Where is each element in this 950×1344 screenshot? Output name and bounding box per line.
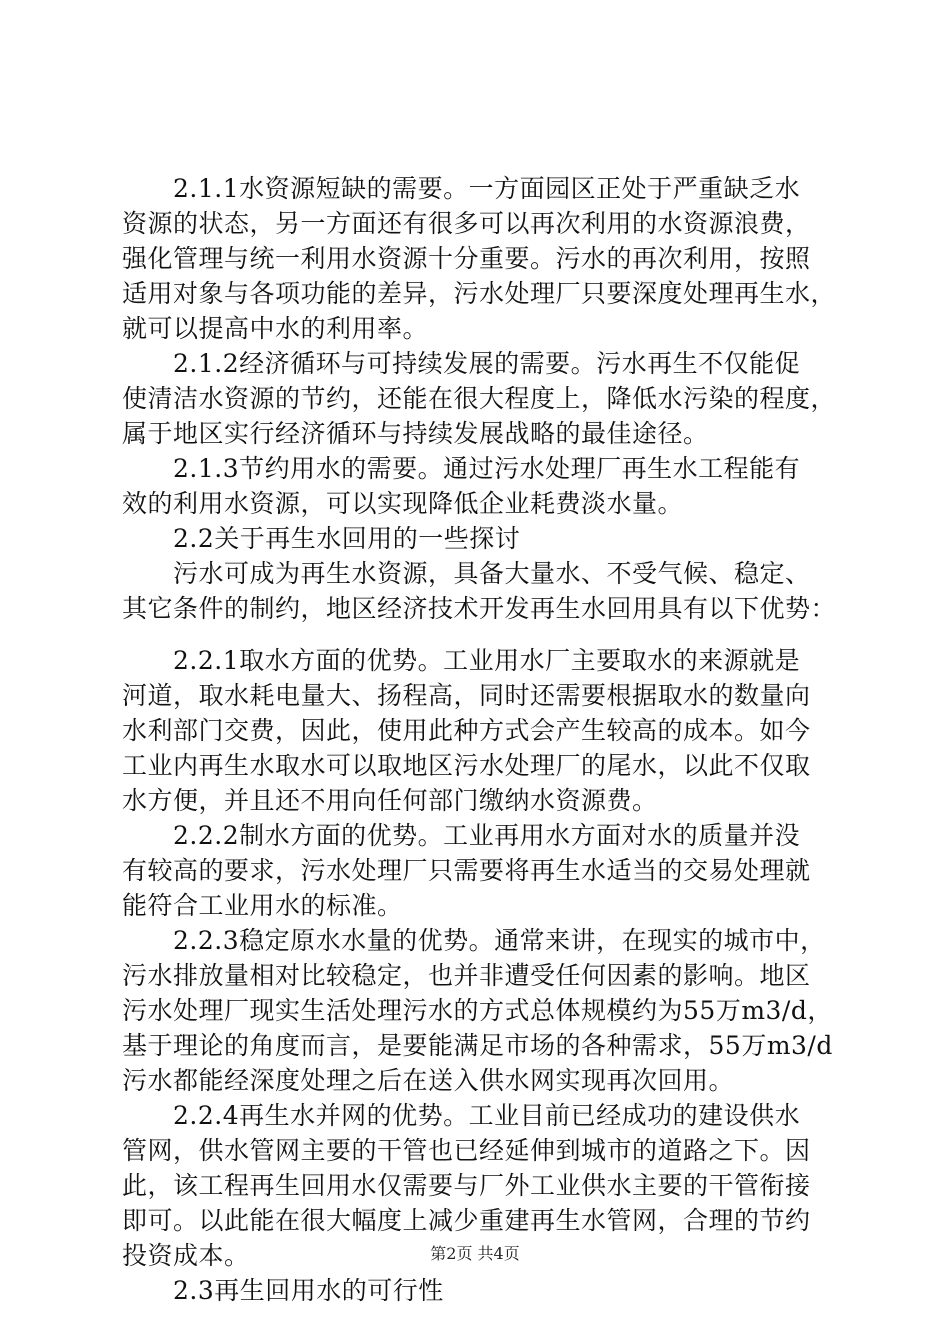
text-line: 强化管理与统一利用水资源十分重要。污水的再次利用，按照	[122, 244, 811, 273]
text-line: 属于地区实行经济循环与持续发展战略的最佳途径。	[122, 419, 709, 448]
text-line: 2.2.2制水方面的优势。工业再用水方面对水的质量并没	[122, 821, 801, 850]
text-line: 污水排放量相对比较稳定，也并非遭受任何因素的影响。地区	[122, 961, 811, 990]
text-line: 就可以提高中水的利用率。	[122, 314, 429, 343]
section-heading: 2.2关于再生水回用的一些探讨	[122, 524, 521, 553]
text-line: 此，该工程再生回用水仅需要与厂外工业供水主要的干管衔接	[122, 1171, 811, 1200]
text-line: 污水都能经深度处理之后在送入供水网实现再次回用。	[122, 1066, 735, 1095]
text-line: 使清洁水资源的节约，还能在很大程度上，降低水污染的程度，	[122, 384, 837, 413]
section-heading: 2.3再生回用水的可行性	[122, 1276, 444, 1305]
text-line: 基于理论的角度而言，是要能满足市场的各种需求，55万m3/d	[122, 1031, 833, 1060]
text-line: 污水处理厂现实生活处理污水的方式总体规模约为55万m3/d，	[122, 996, 833, 1025]
text-line: 即可。以此能在很大幅度上减少重建再生水管网，合理的节约	[122, 1206, 811, 1235]
text-line: 2.1.3节约用水的需要。通过污水处理厂再生水工程能有	[122, 454, 801, 483]
text-line: 投资成本。	[122, 1241, 250, 1270]
text-line: 2.2.4再生水并网的优势。工业目前已经成功的建设供水	[122, 1101, 801, 1130]
text-line: 适用对象与各项功能的差异，污水处理厂只要深度处理再生水，	[122, 279, 837, 308]
page-number-footer: 第2页 共4页	[430, 1244, 520, 1263]
text-line: 2.2.3稳定原水水量的优势。通常来讲，在现实的城市中，	[122, 926, 826, 955]
text-line: 资源的状态，另一方面还有很多可以再次利用的水资源浪费，	[122, 209, 811, 238]
text-line: 有较高的要求，污水处理厂只需要将再生水适当的交易处理就	[122, 856, 811, 885]
text-line: 水方便，并且还不用向任何部门缴纳水资源费。	[122, 786, 658, 815]
text-line: 河道，取水耗电量大、扬程高，同时还需要根据取水的数量向	[122, 681, 811, 710]
text-line: 2.2.1取水方面的优势。工业用水厂主要取水的来源就是	[122, 646, 801, 675]
text-line: 管网，供水管网主要的干管也已经延伸到城市的道路之下。因	[122, 1136, 811, 1165]
text-line: 2.1.1水资源短缺的需要。一方面园区正处于严重缺乏水	[122, 174, 801, 203]
text-line: 水利部门交费，因此，使用此种方式会产生较高的成本。如今	[122, 716, 811, 745]
text-line: 能符合工业用水的标准。	[122, 891, 403, 920]
text-line: 污水可成为再生水资源，具备大量水、不受气候、稳定、	[122, 559, 811, 588]
text-line: 2.1.2经济循环与可持续发展的需要。污水再生不仅能促	[122, 349, 801, 378]
text-line: 工业内再生水取水可以取地区污水处理厂的尾水，以此不仅取	[122, 751, 811, 780]
text-line: 其它条件的制约，地区经济技术开发再生水回用具有以下优势：	[122, 594, 837, 623]
text-line: 效的利用水资源，可以实现降低企业耗费淡水量。	[122, 489, 684, 518]
